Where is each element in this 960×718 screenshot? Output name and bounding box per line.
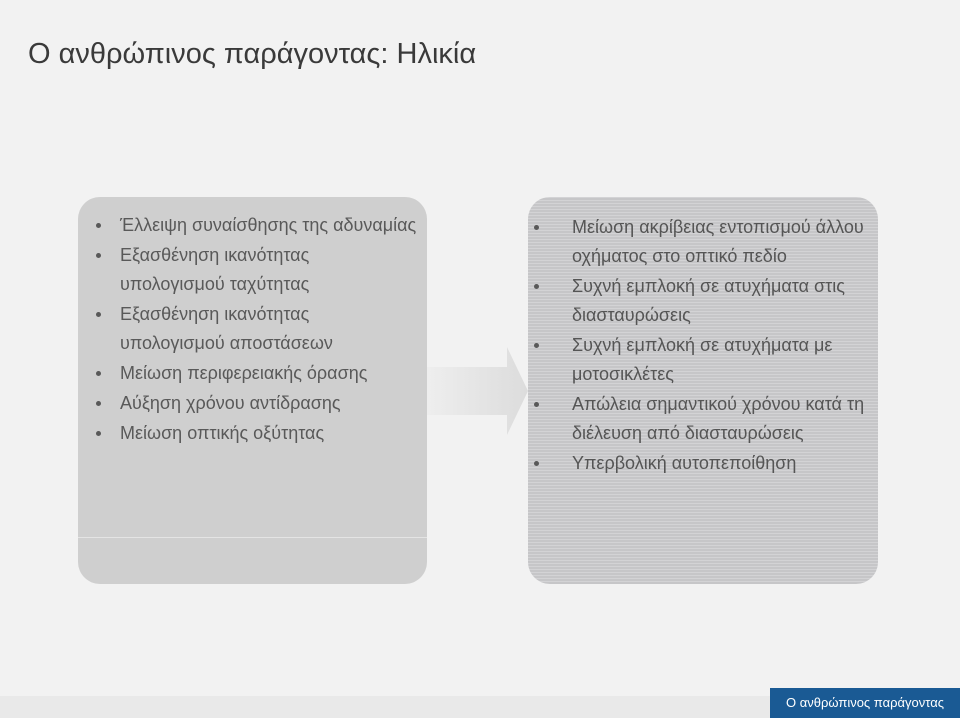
list-item-text: Έλλειψη συναίσθησης της αδυναμίας (120, 215, 417, 235)
list-item-text: Συχνή εμπλοκή σε ατυχήματα στις διασταυρώσεις (572, 276, 845, 325)
bullet-icon (534, 284, 539, 289)
bullet-icon (96, 371, 101, 376)
list-item-text: Εξασθένηση ικανότητας υπολογισμού ταχύτητας (120, 245, 310, 294)
causes-list (96, 211, 417, 449)
arrow-right-icon (427, 347, 528, 435)
list-item (534, 272, 868, 330)
list-item-text: Μείωση οπτικής οξύτητας (120, 423, 325, 443)
list-item (96, 359, 417, 388)
list-item-text: Μείωση ακρίβειας εντοπισμού άλλου οχήματος στο οπτικό πεδίο (572, 217, 864, 266)
list-item (534, 390, 868, 448)
bullet-icon (96, 431, 101, 436)
bullet-icon (96, 312, 101, 317)
list-item (534, 449, 868, 478)
list-item-text: Αύξηση χρόνου αντίδρασης (120, 393, 341, 413)
bullet-icon (96, 253, 101, 258)
consequences-list (534, 213, 868, 479)
list-item (96, 300, 417, 358)
list-item-text: Εξασθένηση ικανότητας υπολογισμού αποστάσεων (120, 304, 333, 353)
list-item-text: Συχνή εμπλοκή σε ατυχήματα με μοτοσικλέτες (572, 335, 833, 384)
list-item (534, 213, 868, 271)
list-item-text: Μείωση περιφερειακής όρασης (120, 363, 368, 383)
causes-panel (78, 197, 427, 584)
list-item (96, 389, 417, 418)
list-item-text: Απώλεια σημαντικού χρόνου κατά τη διέλευση από διασταυρώσεις (572, 394, 865, 443)
bullet-icon (534, 225, 539, 230)
list-item (96, 211, 417, 240)
bullet-icon (534, 402, 539, 407)
bullet-icon (534, 343, 539, 348)
list-item-text: Υπερβολική αυτοπεποίθηση (572, 453, 797, 473)
list-item (96, 241, 417, 299)
bullet-icon (534, 461, 539, 466)
bullet-icon (96, 223, 101, 228)
panel-divider (78, 537, 427, 538)
page-title: Ο ανθρώπινος παράγοντας: Ηλικία (28, 38, 477, 70)
footer-label: Ο ανθρώπινος παράγοντας (770, 688, 960, 718)
bullet-icon (96, 401, 101, 406)
list-item (96, 419, 417, 448)
list-item (534, 331, 868, 389)
consequences-panel (528, 197, 878, 584)
